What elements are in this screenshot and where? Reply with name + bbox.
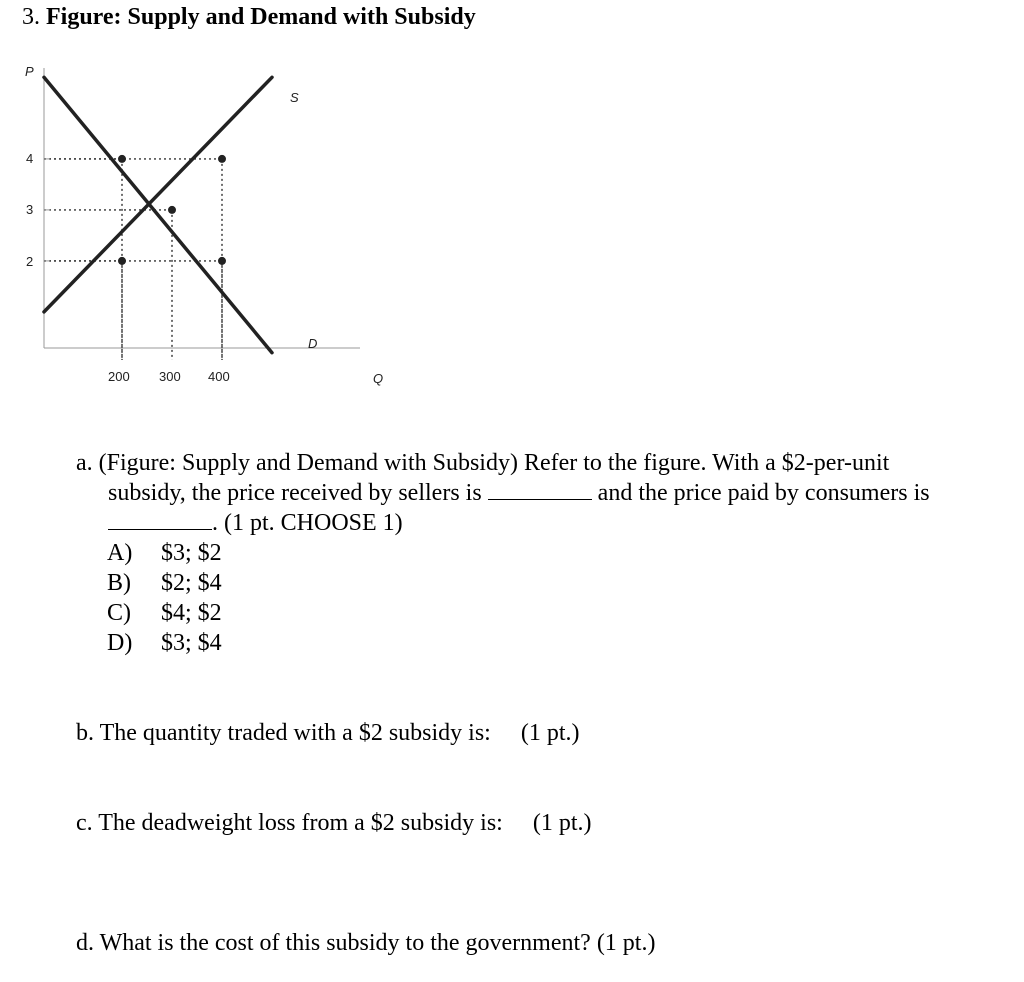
option-b[interactable] xyxy=(107,568,222,598)
question-b xyxy=(76,718,580,748)
option-text: $3; $2 xyxy=(161,540,222,566)
supply-curve xyxy=(44,77,272,312)
y-tick-label-4: 4 xyxy=(26,151,34,166)
marked-point xyxy=(118,155,126,163)
option-text: $4; $2 xyxy=(161,600,222,626)
marked-point xyxy=(118,257,126,265)
y-tick-label-3: 3 xyxy=(26,202,34,217)
question-a-line1: a. (Figure: Supply and Demand with Subsidy) Refer to the figure. With a $2-per-unit xyxy=(76,450,890,476)
question-b-text: b. The quantity traded with a $2 subsidy is: xyxy=(76,720,491,746)
marked-point xyxy=(168,206,176,214)
x-tick-label-200: 200 xyxy=(108,369,130,384)
x-tick-label-400: 400 xyxy=(208,369,230,384)
consumer-price-blank xyxy=(108,509,212,530)
question-a-text-sellers: subsidy, the price received by sellers is xyxy=(108,480,488,506)
option-text: $2; $4 xyxy=(161,570,222,596)
supply-label: S xyxy=(290,90,299,105)
option-d[interactable] xyxy=(107,628,222,658)
question-d xyxy=(76,928,655,958)
y-axis-label: P xyxy=(25,64,34,79)
x-tick-label-300: 300 xyxy=(159,369,181,384)
question-a xyxy=(76,448,930,538)
option-letter: D) xyxy=(107,630,133,656)
question-a-line3 xyxy=(76,508,930,538)
question-number: 3. xyxy=(22,4,40,30)
question-a-text-consumers: and the price paid by consumers is xyxy=(591,480,930,506)
option-a[interactable] xyxy=(107,538,222,568)
question-c-text: c. The deadweight loss from a $2 subsidy is: xyxy=(76,810,503,836)
option-text: $3; $4 xyxy=(161,630,222,656)
question-title: Figure: Supply and Demand with Subsidy xyxy=(46,4,476,30)
option-letter: B) xyxy=(107,570,131,596)
x-axis-label: Q xyxy=(373,371,384,386)
question-a-instruction: . (1 pt. CHOOSE 1) xyxy=(212,510,403,536)
marked-point xyxy=(218,155,226,163)
option-letter: C) xyxy=(107,600,131,626)
option-c[interactable] xyxy=(107,598,222,628)
demand-label: D xyxy=(308,336,318,351)
marked-point xyxy=(218,257,226,265)
supply-demand-chart xyxy=(0,58,400,398)
demand-curve xyxy=(44,77,272,352)
question-d-text: d. What is the cost of this subsidy to the government? (1 pt.) xyxy=(76,930,656,956)
option-letter: A) xyxy=(107,540,133,566)
y-tick-label-2: 2 xyxy=(26,254,34,269)
answer-options xyxy=(107,538,222,658)
question-c xyxy=(76,808,592,838)
question-heading xyxy=(22,4,476,31)
question-c-points: (1 pt.) xyxy=(532,810,592,836)
seller-price-blank xyxy=(488,479,592,500)
question-a-line2 xyxy=(76,478,930,508)
question-b-points: (1 pt.) xyxy=(520,720,580,746)
